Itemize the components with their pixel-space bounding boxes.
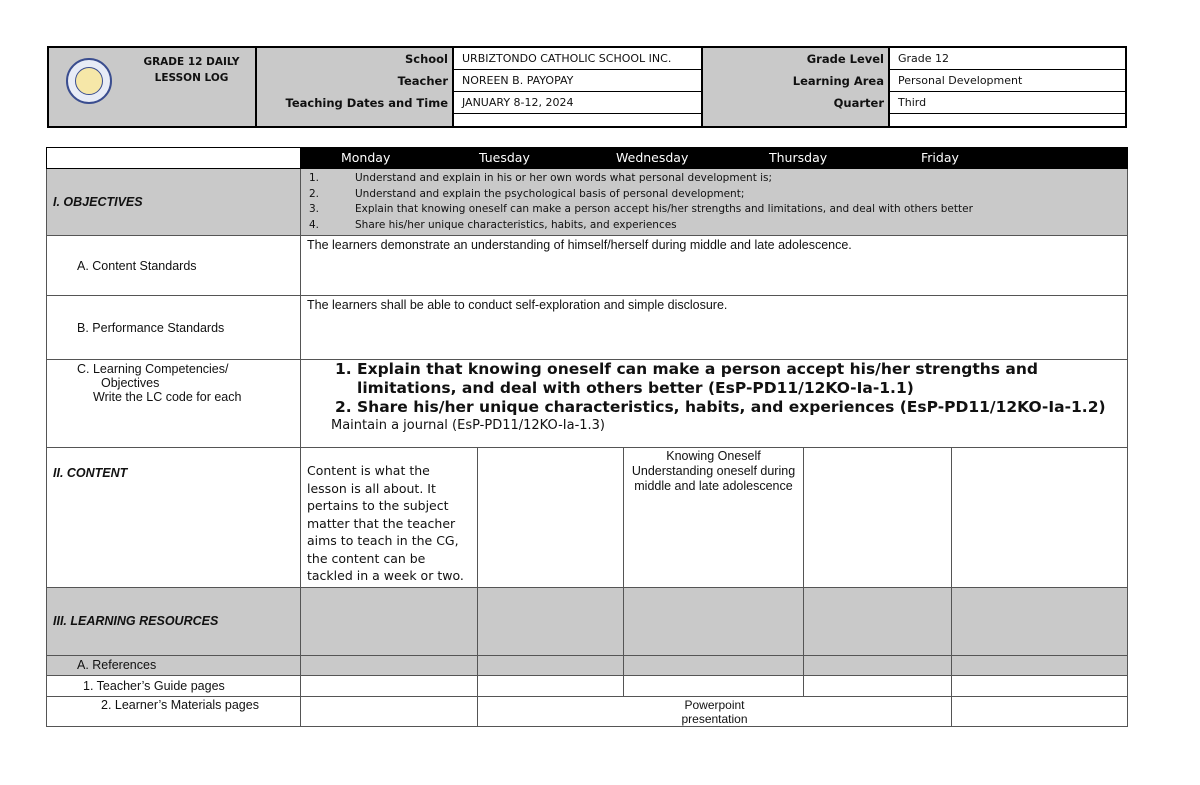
teachers-guide-row xyxy=(47,675,1128,696)
day-thursday: Thursday xyxy=(769,150,828,165)
performance-standards-row xyxy=(47,296,1128,360)
value-teacher: NOREEN B. PAYOPAY xyxy=(454,70,701,92)
performance-standards-label: B. Performance Standards xyxy=(47,296,301,360)
header-right-values xyxy=(890,48,1125,126)
label-grade-level: Grade Level xyxy=(806,52,884,66)
competency-item: 2. Share his/her unique characteristics, habits, and experiences (EsP-PD11/12KO-Ia-1.2) xyxy=(335,398,1106,416)
objectives-cell xyxy=(301,169,1128,236)
value-learning-area: Personal Development xyxy=(890,70,1125,92)
competencies-row xyxy=(47,360,1128,448)
value-grade-level: Grade 12 xyxy=(890,48,1125,70)
resources-row xyxy=(47,587,1128,655)
competency-extra: Maintain a journal (EsP-PD11/12KO-Ia-1.3) xyxy=(331,418,606,433)
logo-cell xyxy=(49,48,257,126)
references-row xyxy=(47,655,1128,675)
days-header xyxy=(301,148,1128,169)
value-quarter: Third xyxy=(890,92,1125,114)
content-topic-line2: Understanding oneself during middle and late adolescence xyxy=(631,464,796,493)
header-left-values xyxy=(454,48,703,126)
lm-value-line1: Powerpoint xyxy=(684,697,745,712)
content-standards-row xyxy=(47,236,1128,296)
lesson-log-header xyxy=(47,46,1127,128)
competencies-label-line2: Objectives xyxy=(101,376,160,390)
references-label: A. References xyxy=(47,655,301,675)
label-quarter: Quarter xyxy=(833,96,884,110)
teachers-guide-label: 1. Teacher’s Guide pages xyxy=(47,675,301,696)
label-school: School xyxy=(404,52,448,66)
log-title-line1: GRADE 12 DAILY xyxy=(143,56,240,68)
label-teacher: Teacher xyxy=(397,74,448,88)
resources-label: III. LEARNING RESOURCES xyxy=(47,587,301,655)
content-standards-label: A. Content Standards xyxy=(47,236,301,296)
objective-item: 3. Explain that knowing oneself can make a person accept his/her strengths and limitations, and deal with others better xyxy=(309,203,973,215)
value-school: URBIZTONDO CATHOLIC SCHOOL INC. xyxy=(454,48,701,70)
deped-seal-icon xyxy=(66,58,112,104)
learners-materials-label: 2. Learner’s Materials pages xyxy=(47,696,301,726)
learners-materials-value xyxy=(478,696,952,726)
content-standards-text: The learners demonstrate an understanding of himself/herself during middle and late adolescence. xyxy=(301,236,1128,296)
objective-item: 1. Understand and explain in his or her own words what personal development is; xyxy=(309,172,773,184)
content-topic xyxy=(624,448,804,588)
content-note: Content is what the lesson is all about. It pertains to the subject matter that the teacher aims to teach in the CG, the content can be tackled in a week or two. xyxy=(301,448,478,588)
objectives-list xyxy=(301,169,1127,235)
day-monday: Monday xyxy=(341,150,391,165)
content-row xyxy=(47,448,1128,588)
day-tuesday: Tuesday xyxy=(479,150,530,165)
value-teaching-dates: JANUARY 8-12, 2024 xyxy=(454,92,701,114)
competency-item: 1. Explain that knowing oneself can make a person accept his/her strengths and limitations, and deal with others better (EsP-PD11/12KO-Ia-1.1) xyxy=(335,360,1038,397)
objectives-row xyxy=(47,169,1128,236)
competencies-label-line3: Write the LC code for each xyxy=(93,390,242,404)
objective-item: 2. Understand and explain the psychological basis of personal development; xyxy=(309,187,745,200)
objectives-label: I. OBJECTIVES xyxy=(47,169,301,236)
competencies-label xyxy=(47,360,301,448)
day-friday: Friday xyxy=(921,150,959,165)
content-topic-line1: Knowing Oneself xyxy=(666,449,761,463)
performance-standards-text: The learners shall be able to conduct self-exploration and simple disclosure. xyxy=(301,296,1128,360)
learners-materials-row xyxy=(47,696,1128,726)
lm-value-line2: presentation xyxy=(681,711,748,726)
label-teaching-dates: Teaching Dates and Time xyxy=(285,96,448,110)
days-row xyxy=(47,148,1128,169)
competencies-label-line1: C. Learning Competencies/ xyxy=(77,362,229,376)
content-label: II. CONTENT xyxy=(47,448,301,588)
competencies-cell xyxy=(301,360,1128,448)
header-left-labels xyxy=(257,48,454,126)
log-title xyxy=(124,54,259,86)
log-title-line2: LESSON LOG xyxy=(154,72,229,84)
day-wednesday: Wednesday xyxy=(616,150,689,165)
header-right-labels xyxy=(703,48,890,126)
label-learning-area: Learning Area xyxy=(792,74,884,88)
lesson-log-table xyxy=(46,147,1128,727)
objective-item: 4. Share his/her unique characteristics, habits, and experiences xyxy=(309,218,677,231)
